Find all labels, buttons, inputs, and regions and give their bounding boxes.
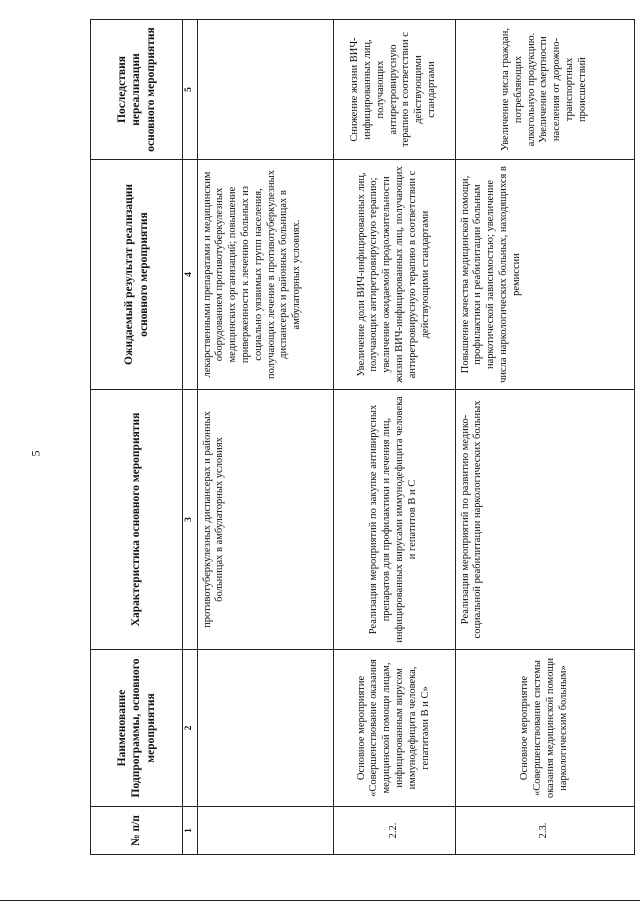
column-number: 3 xyxy=(183,390,198,650)
bottom-rule xyxy=(0,900,640,901)
row-characteristic-cell: Реализация мероприятий по развитию медико-социальной реабилитации наркологических больных xyxy=(455,390,634,650)
column-number: 5 xyxy=(183,20,198,160)
row-name-cell: Основное мероприятие «Совершенствование оказания медицинской помощи лицам, инфицированным вирусом иммунодефицита человека, гепатитами В и С» xyxy=(333,650,455,807)
table-row xyxy=(333,20,455,855)
rotated-page-content xyxy=(90,20,635,855)
row-number-cell: 2.3. xyxy=(455,807,634,855)
column-numbers-row xyxy=(183,20,198,855)
row-number-cell: 2.2. xyxy=(333,807,455,855)
table-row xyxy=(455,20,634,855)
activities-table xyxy=(90,19,635,855)
column-number: 2 xyxy=(183,650,198,807)
row-number-cell xyxy=(197,807,333,855)
row-name-cell: Основное мероприятие «Совершенствование системы оказания медицинской помощи наркологическим больным» xyxy=(455,650,634,807)
header-expected-result: Ожидаемый результат реализации основного мероприятия xyxy=(91,160,183,390)
row-result-cell: лекарственными препаратами и медицинским оборудованием противотуберкулезных медицинских организаций; повышение приверженности к лечению больных из социально уязвимых групп населения, получающих лечение в противотуберкулезных диспансерах и районных больницах в амбулаторных условиях. xyxy=(197,160,333,390)
row-consequence-cell xyxy=(197,20,333,160)
row-consequence-cell: Снижение жизни ВИЧ-инфицированных лиц, получающих антиретровирусную терапию в соответствии с действующими стандартами xyxy=(333,20,455,160)
row-characteristic-cell: противотуберкулезных диспансерах и районных больницах в амбулаторных условиях xyxy=(197,390,333,650)
row-name-cell xyxy=(197,650,333,807)
header-consequences: Последствия нереализации основного мероприятия xyxy=(91,20,183,160)
column-number: 1 xyxy=(183,807,198,855)
header-characteristic: Характеристика основного мероприятия xyxy=(91,390,183,650)
header-name: Наименование Подпрограммы, основного мероприятия xyxy=(91,650,183,807)
row-characteristic-cell: Реализация мероприятий по закупке антивирусных препаратов для профилактики и лечения лиц, инфицированных вирусами иммунодефицита человека и гепатитов В и С xyxy=(333,390,455,650)
header-number: № п/п xyxy=(91,807,183,855)
table-header-row xyxy=(91,20,183,855)
row-result-cell: Увеличение доли ВИЧ-инфицированных лиц, получающих антиретровирусную терапию; увеличение ожидаемой продолжительности жизни ВИЧ-инфицированных лиц, получающих антиретровирусную терапию в соответствии с действующими стандартами xyxy=(333,160,455,390)
table-row xyxy=(197,20,333,855)
row-result-cell: Повышение качества медицинской помощи, профилактики и реабилитации больным наркотической зависимостью; увеличение числа наркологических больных, находящихся в ремиссии xyxy=(455,160,634,390)
column-number: 4 xyxy=(183,160,198,390)
page-number: 5 xyxy=(28,450,43,457)
row-consequence-cell: Увеличение числа граждан, потребляющих алкогольную продукцию. Увеличение смертности населения от дорожно-транспортных происшествий xyxy=(455,20,634,160)
